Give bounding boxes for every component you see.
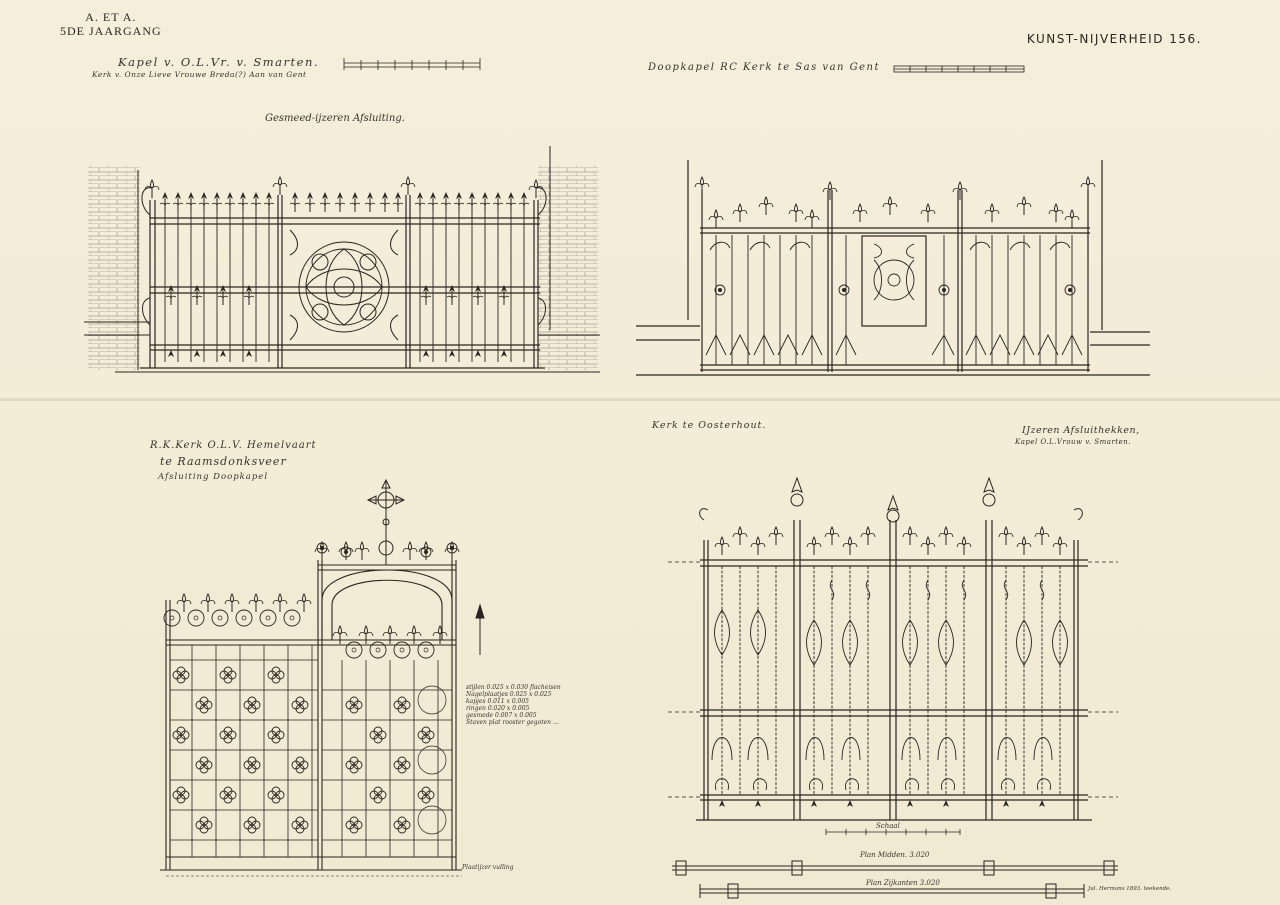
plate-number: KUNST-NIJVERHEID 156.: [1026, 32, 1202, 46]
publisher-line1: A. ET A.: [85, 10, 137, 24]
br-plan-1: Plan Midden. 3.020: [860, 851, 930, 859]
bl-title-3: Afsluiting Doopkapel: [158, 472, 269, 482]
bl-note-0: stijlen 0.025 x 0.030 flacheisen: [466, 684, 561, 691]
scale-bar-top-left: [344, 58, 480, 70]
gate-bottom-left: [160, 480, 484, 876]
bl-note-6: Plaatijzer vulling: [462, 864, 514, 871]
bl-note-3: ringen 0.020 x 0.005: [466, 705, 530, 712]
tl-title: Kapel v. O.L.Vr. v. Smarten.: [118, 55, 320, 69]
bl-note-4: gesmede 0.007 x 0.005: [466, 712, 537, 719]
gate-top-left: [84, 146, 600, 372]
bl-note-2: kapjes 0.011 x 0.005: [466, 698, 530, 705]
br-signature: Jul. Hermans 1893. teekende.: [1088, 886, 1172, 892]
publisher-line2: 5DE JAARGANG: [60, 24, 162, 38]
br-scale-label: Schaal: [876, 822, 900, 830]
bl-note-1: Nagelplaatjes 0.025 x 0.025: [466, 691, 552, 698]
tl-subtitle: Kerk v. Onze Lieve Vrouwe Breda(?) Aan van Gent: [92, 70, 307, 79]
gate-top-right: [636, 160, 1150, 375]
br-title: Kerk te Oosterhout.: [652, 420, 767, 431]
br-label-2: Kapel O.L.Vrouw v. Smarten.: [1015, 438, 1131, 446]
br-plan-2: Plan Zijkanten 3.020: [866, 879, 940, 887]
bl-title-2: te Raamsdonksveer: [160, 455, 287, 468]
tl-caption: Gesmeed-ijzeren Afsluiting.: [265, 113, 405, 124]
gate-bottom-right: [668, 478, 1118, 898]
tr-title: Doopkapel RC Kerk te Sas van Gent: [648, 62, 881, 73]
bl-note-5: Staven plat rooster gegoten ...: [466, 719, 559, 726]
scale-bar-top-right: [894, 66, 1024, 72]
br-label-1: IJzeren Afsluithekken,: [1022, 425, 1140, 436]
bl-title-1: R.K.Kerk O.L.V. Hemelvaart: [150, 440, 317, 451]
